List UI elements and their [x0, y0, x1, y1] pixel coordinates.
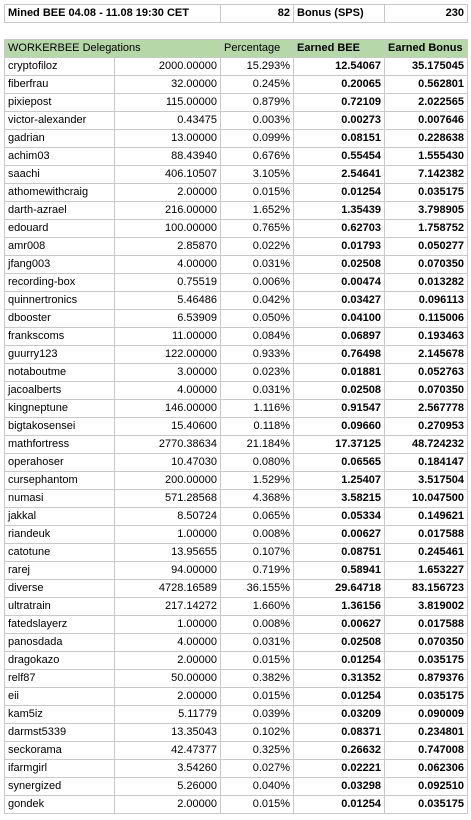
cell-earned-bee[interactable]: 0.76498	[294, 346, 385, 364]
cell-earned-bonus[interactable]: 1.653227	[385, 562, 468, 580]
cell-account[interactable]: dragokazo	[5, 652, 115, 670]
cell-account[interactable]: athomewithcraig	[5, 184, 115, 202]
cell-earned-bee[interactable]: 0.62703	[294, 220, 385, 238]
table-row	[5, 634, 468, 652]
delegations-sheet	[4, 4, 468, 814]
cell-percentage[interactable]: 0.031%	[221, 382, 294, 400]
cell-earned-bonus[interactable]: 3.798905	[385, 202, 468, 220]
table-row	[5, 580, 468, 598]
cell-earned-bonus[interactable]: 0.115006	[385, 310, 468, 328]
cell-earned-bonus[interactable]: 1.758752	[385, 220, 468, 238]
table-row	[5, 508, 468, 526]
cell-account[interactable]: amr008	[5, 238, 115, 256]
cell-account[interactable]: cryptofiloz	[5, 58, 115, 76]
cell-account[interactable]: ultratrain	[5, 598, 115, 616]
cell-amount[interactable]: 94.00000	[115, 562, 221, 580]
cell-earned-bonus[interactable]: 0.035175	[385, 652, 468, 670]
cell-earned-bee[interactable]: 0.08751	[294, 544, 385, 562]
cell-amount[interactable]: 4.00000	[115, 256, 221, 274]
table-row	[5, 526, 468, 544]
cell-earned-bee[interactable]: 1.36156	[294, 598, 385, 616]
cell-amount[interactable]: 50.00000	[115, 670, 221, 688]
table-row	[5, 256, 468, 274]
cell-account[interactable]: rarej	[5, 562, 115, 580]
cell-earned-bonus[interactable]: 0.013282	[385, 274, 468, 292]
cell-amount[interactable]: 3.00000	[115, 364, 221, 382]
cell-account[interactable]: kam5iz	[5, 706, 115, 724]
cell-amount[interactable]: 5.26000	[115, 778, 221, 796]
cell-amount[interactable]: 4.00000	[115, 634, 221, 652]
cell-earned-bonus[interactable]: 0.228638	[385, 130, 468, 148]
cell-earned-bonus[interactable]: 0.035175	[385, 796, 468, 814]
table-row	[5, 364, 468, 382]
cell-earned-bonus[interactable]: 0.234801	[385, 724, 468, 742]
cell-amount[interactable]: 13.35043	[115, 724, 221, 742]
cell-account[interactable]: notaboutme	[5, 364, 115, 382]
blank-cell[interactable]	[221, 23, 294, 40]
cell-earned-bee[interactable]: 1.35439	[294, 202, 385, 220]
mined-bee-cell[interactable]: 82	[221, 5, 294, 23]
cell-percentage[interactable]: 0.008%	[221, 526, 294, 544]
table-row	[5, 274, 468, 292]
table-row	[5, 760, 468, 778]
cell-earned-bee[interactable]: 0.02508	[294, 382, 385, 400]
cell-account[interactable]: frankscoms	[5, 328, 115, 346]
cell-account[interactable]: saachi	[5, 166, 115, 184]
cell-account[interactable]: gadrian	[5, 130, 115, 148]
cell-percentage[interactable]: 4.368%	[221, 490, 294, 508]
cell-account[interactable]: kingneptune	[5, 400, 115, 418]
cell-percentage[interactable]: 0.099%	[221, 130, 294, 148]
table-row	[5, 328, 468, 346]
cell-earned-bonus[interactable]: 2.567778	[385, 400, 468, 418]
cell-percentage[interactable]: 0.065%	[221, 508, 294, 526]
cell-earned-bonus[interactable]: 0.035175	[385, 184, 468, 202]
cell-percentage[interactable]: 0.080%	[221, 454, 294, 472]
table-row	[5, 706, 468, 724]
cell-earned-bonus[interactable]: 0.090009	[385, 706, 468, 724]
cell-earned-bee[interactable]: 0.00627	[294, 616, 385, 634]
table-row	[5, 310, 468, 328]
cell-account[interactable]: gondek	[5, 796, 115, 814]
cell-amount[interactable]: 13.00000	[115, 130, 221, 148]
cell-earned-bee[interactable]: 1.25407	[294, 472, 385, 490]
cell-percentage[interactable]: 1.529%	[221, 472, 294, 490]
blank-row	[5, 23, 468, 40]
cell-earned-bonus[interactable]: 0.062306	[385, 760, 468, 778]
table-row	[5, 148, 468, 166]
header-percentage[interactable]: Percentage	[221, 40, 294, 58]
cell-amount[interactable]: 6.53909	[115, 310, 221, 328]
cell-account[interactable]: guurry123	[5, 346, 115, 364]
blank-cell[interactable]	[294, 23, 385, 40]
cell-percentage[interactable]: 0.008%	[221, 616, 294, 634]
cell-earned-bee[interactable]: 0.06565	[294, 454, 385, 472]
cell-earned-bee[interactable]: 0.02221	[294, 760, 385, 778]
cell-amount[interactable]: 4728.16589	[115, 580, 221, 598]
cell-percentage[interactable]: 0.031%	[221, 256, 294, 274]
cell-account[interactable]: mathfortress	[5, 436, 115, 454]
header-earned-bee[interactable]: Earned BEE	[294, 40, 385, 58]
cell-earned-bonus[interactable]: 0.747008	[385, 742, 468, 760]
cell-amount[interactable]: 406.10507	[115, 166, 221, 184]
cell-earned-bee[interactable]: 0.01254	[294, 652, 385, 670]
cell-account[interactable]: pixiepost	[5, 94, 115, 112]
cell-percentage[interactable]: 0.023%	[221, 364, 294, 382]
blank-cell[interactable]	[115, 23, 221, 40]
cell-account[interactable]: synergized	[5, 778, 115, 796]
cell-earned-bonus[interactable]: 0.270953	[385, 418, 468, 436]
cell-earned-bee[interactable]: 0.00627	[294, 526, 385, 544]
cell-percentage[interactable]: 0.022%	[221, 238, 294, 256]
cell-earned-bonus[interactable]: 0.096113	[385, 292, 468, 310]
cell-percentage[interactable]: 0.102%	[221, 724, 294, 742]
blank-cell[interactable]	[385, 23, 468, 40]
cell-account[interactable]: cursephantom	[5, 472, 115, 490]
cell-percentage[interactable]: 1.660%	[221, 598, 294, 616]
blank-cell[interactable]	[5, 23, 115, 40]
table-row	[5, 544, 468, 562]
cell-percentage[interactable]: 0.084%	[221, 328, 294, 346]
cell-percentage[interactable]: 0.118%	[221, 418, 294, 436]
cell-amount[interactable]: 100.00000	[115, 220, 221, 238]
cell-account[interactable]: jacoalberts	[5, 382, 115, 400]
cell-amount[interactable]: 8.50724	[115, 508, 221, 526]
cell-earned-bonus[interactable]: 3.819002	[385, 598, 468, 616]
cell-earned-bee[interactable]: 0.01254	[294, 796, 385, 814]
cell-account[interactable]: quinnertronics	[5, 292, 115, 310]
cell-amount[interactable]: 200.00000	[115, 472, 221, 490]
cell-account[interactable]: victor-alexander	[5, 112, 115, 130]
cell-earned-bee[interactable]: 0.09660	[294, 418, 385, 436]
cell-percentage[interactable]: 0.382%	[221, 670, 294, 688]
table-row	[5, 382, 468, 400]
cell-percentage[interactable]: 0.042%	[221, 292, 294, 310]
cell-earned-bonus[interactable]: 0.070350	[385, 256, 468, 274]
table-row	[5, 112, 468, 130]
cell-earned-bee[interactable]: 0.03209	[294, 706, 385, 724]
cell-earned-bee[interactable]: 0.20065	[294, 76, 385, 94]
cell-earned-bee[interactable]: 2.54641	[294, 166, 385, 184]
cell-earned-bee[interactable]: 12.54067	[294, 58, 385, 76]
table-row	[5, 652, 468, 670]
header-delegations[interactable]: WORKERBEE Delegations	[5, 40, 221, 58]
cell-earned-bee[interactable]: 0.08151	[294, 130, 385, 148]
cell-earned-bee[interactable]: 0.55454	[294, 148, 385, 166]
cell-percentage[interactable]: 15.293%	[221, 58, 294, 76]
table-row	[5, 76, 468, 94]
cell-amount[interactable]: 2.00000	[115, 184, 221, 202]
table-row	[5, 130, 468, 148]
table-row	[5, 202, 468, 220]
cell-earned-bonus[interactable]: 0.070350	[385, 382, 468, 400]
cell-amount[interactable]: 0.75519	[115, 274, 221, 292]
cell-account[interactable]: bigtakosensei	[5, 418, 115, 436]
summary-row	[5, 5, 468, 23]
mined-title-cell[interactable]: Mined BEE 04.08 - 11.08 19:30 CET	[5, 5, 221, 23]
cell-earned-bee[interactable]: 0.02508	[294, 634, 385, 652]
cell-earned-bee[interactable]: 29.64718	[294, 580, 385, 598]
cell-percentage[interactable]: 0.325%	[221, 742, 294, 760]
cell-amount[interactable]: 2.00000	[115, 652, 221, 670]
cell-account[interactable]: riandeuk	[5, 526, 115, 544]
table-row	[5, 562, 468, 580]
table-row	[5, 238, 468, 256]
cell-earned-bee[interactable]: 0.26632	[294, 742, 385, 760]
table-row	[5, 400, 468, 418]
cell-earned-bee[interactable]: 0.08371	[294, 724, 385, 742]
cell-percentage[interactable]: 0.245%	[221, 76, 294, 94]
cell-earned-bonus[interactable]: 0.092510	[385, 778, 468, 796]
cell-amount[interactable]: 0.43475	[115, 112, 221, 130]
cell-earned-bee[interactable]: 0.03427	[294, 292, 385, 310]
cell-account[interactable]: fiberfrau	[5, 76, 115, 94]
cell-account[interactable]: darmst5339	[5, 724, 115, 742]
cell-percentage[interactable]: 0.050%	[221, 310, 294, 328]
cell-percentage[interactable]: 36.155%	[221, 580, 294, 598]
cell-percentage[interactable]: 0.006%	[221, 274, 294, 292]
cell-earned-bee[interactable]: 0.00474	[294, 274, 385, 292]
cell-account[interactable]: recording-box	[5, 274, 115, 292]
cell-account[interactable]: operahoser	[5, 454, 115, 472]
cell-earned-bee[interactable]: 0.91547	[294, 400, 385, 418]
cell-amount[interactable]: 42.47377	[115, 742, 221, 760]
cell-percentage[interactable]: 0.933%	[221, 346, 294, 364]
table-row	[5, 472, 468, 490]
table-row	[5, 220, 468, 238]
cell-earned-bonus[interactable]: 10.047500	[385, 490, 468, 508]
cell-earned-bee[interactable]: 0.02508	[294, 256, 385, 274]
cell-account[interactable]: ifarmgirl	[5, 760, 115, 778]
cell-amount[interactable]: 122.00000	[115, 346, 221, 364]
cell-earned-bonus[interactable]: 2.022565	[385, 94, 468, 112]
cell-percentage[interactable]: 0.676%	[221, 148, 294, 166]
cell-earned-bonus[interactable]: 83.156723	[385, 580, 468, 598]
table-row	[5, 292, 468, 310]
cell-percentage[interactable]: 0.031%	[221, 634, 294, 652]
table-row	[5, 616, 468, 634]
cell-earned-bee[interactable]: 0.04100	[294, 310, 385, 328]
cell-account[interactable]: seckorama	[5, 742, 115, 760]
cell-earned-bee[interactable]: 0.03298	[294, 778, 385, 796]
table-row	[5, 418, 468, 436]
cell-earned-bonus[interactable]: 0.184147	[385, 454, 468, 472]
bonus-label-cell[interactable]: Bonus (SPS)	[294, 5, 385, 23]
cell-amount[interactable]: 5.11779	[115, 706, 221, 724]
cell-earned-bonus[interactable]: 0.193463	[385, 328, 468, 346]
cell-percentage[interactable]: 3.105%	[221, 166, 294, 184]
cell-earned-bonus[interactable]: 0.052763	[385, 364, 468, 382]
cell-amount[interactable]: 217.14272	[115, 598, 221, 616]
cell-earned-bee[interactable]: 0.01254	[294, 688, 385, 706]
cell-amount[interactable]: 2.00000	[115, 796, 221, 814]
table-row	[5, 166, 468, 184]
cell-amount[interactable]: 88.43940	[115, 148, 221, 166]
cell-amount[interactable]: 2.00000	[115, 688, 221, 706]
cell-percentage[interactable]: 0.039%	[221, 706, 294, 724]
table-row	[5, 778, 468, 796]
cell-percentage[interactable]: 1.652%	[221, 202, 294, 220]
table-row	[5, 436, 468, 454]
cell-account[interactable]: diverse	[5, 580, 115, 598]
cell-percentage[interactable]: 21.184%	[221, 436, 294, 454]
bonus-value-cell[interactable]: 230	[385, 5, 468, 23]
cell-earned-bonus[interactable]: 0.050277	[385, 238, 468, 256]
cell-earned-bonus[interactable]: 0.562801	[385, 76, 468, 94]
table-row	[5, 58, 468, 76]
cell-account[interactable]: fatedslayerz	[5, 616, 115, 634]
cell-earned-bonus[interactable]: 7.142382	[385, 166, 468, 184]
cell-amount[interactable]: 5.46486	[115, 292, 221, 310]
cell-earned-bee[interactable]: 0.31352	[294, 670, 385, 688]
cell-account[interactable]: eii	[5, 688, 115, 706]
cell-account[interactable]: panosdada	[5, 634, 115, 652]
cell-account[interactable]: dbooster	[5, 310, 115, 328]
table-row	[5, 688, 468, 706]
cell-amount[interactable]: 10.47030	[115, 454, 221, 472]
table-row	[5, 184, 468, 202]
cell-earned-bonus[interactable]: 0.070350	[385, 634, 468, 652]
header-row	[5, 40, 468, 58]
cell-amount[interactable]: 216.00000	[115, 202, 221, 220]
cell-percentage[interactable]: 0.719%	[221, 562, 294, 580]
cell-percentage[interactable]: 0.040%	[221, 778, 294, 796]
cell-amount[interactable]: 32.00000	[115, 76, 221, 94]
cell-earned-bee[interactable]: 17.37125	[294, 436, 385, 454]
cell-amount[interactable]: 2000.00000	[115, 58, 221, 76]
cell-earned-bee[interactable]: 0.05334	[294, 508, 385, 526]
cell-amount[interactable]: 11.00000	[115, 328, 221, 346]
cell-account[interactable]: catotune	[5, 544, 115, 562]
table-row	[5, 598, 468, 616]
cell-amount[interactable]: 2770.38634	[115, 436, 221, 454]
cell-amount[interactable]: 13.95655	[115, 544, 221, 562]
cell-earned-bee[interactable]: 3.58215	[294, 490, 385, 508]
cell-earned-bee[interactable]: 0.06897	[294, 328, 385, 346]
cell-earned-bee[interactable]: 0.01793	[294, 238, 385, 256]
cell-percentage[interactable]: 1.116%	[221, 400, 294, 418]
cell-earned-bonus[interactable]: 35.175045	[385, 58, 468, 76]
table-row	[5, 454, 468, 472]
cell-earned-bonus[interactable]: 0.017588	[385, 526, 468, 544]
cell-amount[interactable]: 1.00000	[115, 616, 221, 634]
cell-account[interactable]: jakkal	[5, 508, 115, 526]
cell-earned-bonus[interactable]: 0.007646	[385, 112, 468, 130]
cell-earned-bonus[interactable]: 0.879376	[385, 670, 468, 688]
cell-percentage[interactable]: 0.015%	[221, 796, 294, 814]
table-row	[5, 742, 468, 760]
cell-account[interactable]: edouard	[5, 220, 115, 238]
cell-earned-bonus[interactable]: 48.724232	[385, 436, 468, 454]
cell-earned-bonus[interactable]: 2.145678	[385, 346, 468, 364]
cell-percentage[interactable]: 0.015%	[221, 184, 294, 202]
cell-account[interactable]: darth-azrael	[5, 202, 115, 220]
cell-earned-bee[interactable]: 0.01881	[294, 364, 385, 382]
cell-earned-bee[interactable]: 0.01254	[294, 184, 385, 202]
cell-percentage[interactable]: 0.003%	[221, 112, 294, 130]
cell-earned-bonus[interactable]: 3.517504	[385, 472, 468, 490]
cell-amount[interactable]: 4.00000	[115, 382, 221, 400]
cell-account[interactable]: relf87	[5, 670, 115, 688]
cell-percentage[interactable]: 0.015%	[221, 688, 294, 706]
cell-earned-bonus[interactable]: 0.035175	[385, 688, 468, 706]
cell-earned-bonus[interactable]: 1.555430	[385, 148, 468, 166]
cell-account[interactable]: achim03	[5, 148, 115, 166]
table-row	[5, 346, 468, 364]
cell-amount[interactable]: 15.40600	[115, 418, 221, 436]
table-row	[5, 670, 468, 688]
cell-earned-bee[interactable]: 0.72109	[294, 94, 385, 112]
cell-percentage[interactable]: 0.765%	[221, 220, 294, 238]
cell-amount[interactable]: 571.28568	[115, 490, 221, 508]
cell-earned-bonus[interactable]: 0.149621	[385, 508, 468, 526]
table-row	[5, 490, 468, 508]
cell-earned-bee[interactable]: 0.58941	[294, 562, 385, 580]
cell-percentage[interactable]: 0.015%	[221, 652, 294, 670]
cell-amount[interactable]: 1.00000	[115, 526, 221, 544]
cell-amount[interactable]: 146.00000	[115, 400, 221, 418]
table-row	[5, 94, 468, 112]
cell-amount[interactable]: 115.00000	[115, 94, 221, 112]
header-earned-bonus[interactable]: Earned Bonus	[385, 40, 468, 58]
table-row	[5, 724, 468, 742]
cell-account[interactable]: numasi	[5, 490, 115, 508]
cell-account[interactable]: jfang003	[5, 256, 115, 274]
cell-amount[interactable]: 3.54260	[115, 760, 221, 778]
cell-percentage[interactable]: 0.107%	[221, 544, 294, 562]
cell-percentage[interactable]: 0.027%	[221, 760, 294, 778]
table-row	[5, 796, 468, 814]
cell-earned-bonus[interactable]: 0.017588	[385, 616, 468, 634]
cell-percentage[interactable]: 0.879%	[221, 94, 294, 112]
cell-amount[interactable]: 2.85870	[115, 238, 221, 256]
cell-earned-bee[interactable]: 0.00273	[294, 112, 385, 130]
cell-earned-bonus[interactable]: 0.245461	[385, 544, 468, 562]
